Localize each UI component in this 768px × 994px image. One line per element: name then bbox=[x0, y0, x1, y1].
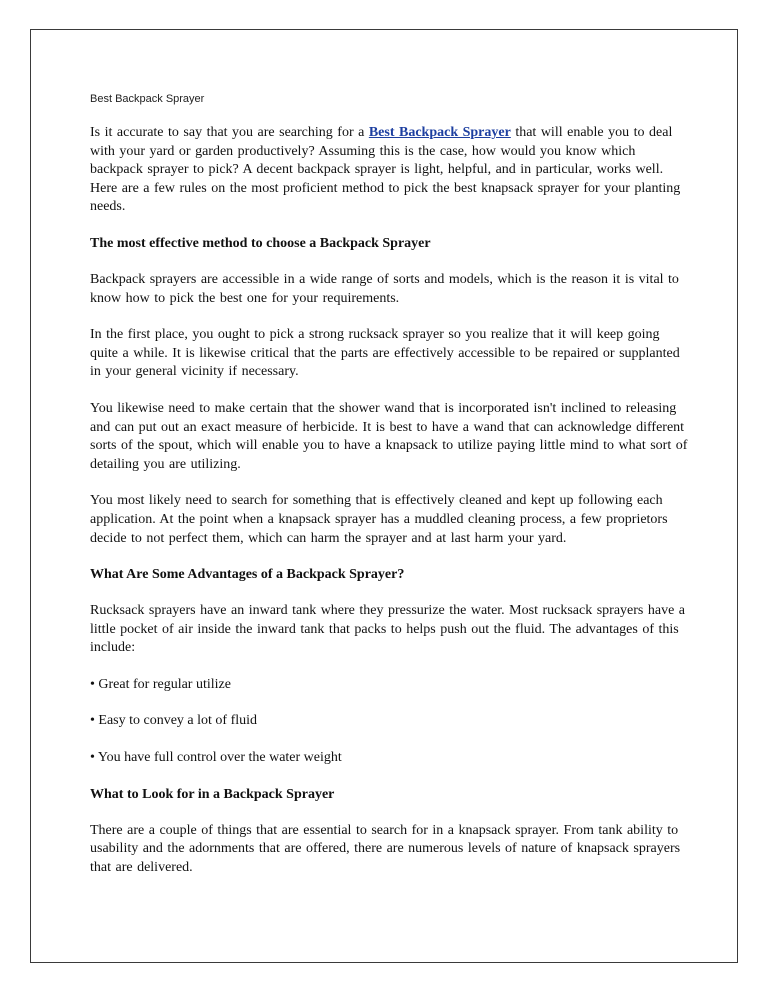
intro-text-before: Is it accurate to say that you are searching for a bbox=[90, 125, 369, 140]
section1-paragraph-4: You most likely need to search for something that is effectively cleaned and kept up following each application. At the point when a knapsack sprayer has a muddled cleaning process, a few proprietors decide to not perfect them, which can harm the sprayer and at last harm your yard. bbox=[90, 493, 668, 546]
bullet-item-3: • You have full control over the water weight bbox=[90, 750, 342, 766]
best-backpack-sprayer-link[interactable]: Best Backpack Sprayer bbox=[368, 125, 511, 140]
section1-paragraph-1: Backpack sprayers are accessible in a wide range of sorts and models, which is the reason it is vital to know how to pick the best one for your requirements. bbox=[90, 271, 679, 306]
section3-heading: What to Look for in a Backpack Sprayer bbox=[90, 786, 335, 802]
section1-heading: The most effective method to choose a Backpack Sprayer bbox=[90, 235, 431, 251]
bullet-item-1: • Great for regular utilize bbox=[90, 676, 231, 692]
section2-heading: What Are Some Advantages of a Backpack Sprayer? bbox=[90, 567, 405, 583]
document-body bbox=[90, 92, 690, 895]
bullet-item-2: • Easy to convey a lot of fluid bbox=[90, 713, 258, 729]
document-title: Best Backpack Sprayer bbox=[90, 93, 205, 105]
section2-paragraph: Rucksack sprayers have an inward tank where they pressurize the water. Most rucksack sprayers have a little pocket of air inside the inward tank that packs to helps push out the fluid. The advantages of this include: bbox=[90, 603, 686, 656]
section3-paragraph: There are a couple of things that are essential to search for in a knapsack sprayer. From tank ability to usability and the adornments that are offered, there are numerous levels of nature of knapsack sprayers that are delivered. bbox=[90, 822, 681, 875]
section1-paragraph-2: In the first place, you ought to pick a strong rucksack sprayer so you realize that it will keep going quite a while. It is likewise critical that the parts are effectively accessible to be repaired or supplanted in your general vicinity if necessary. bbox=[90, 327, 680, 380]
intro-text-after: that will enable you to deal with your yard or garden productively? Assuming this is the case, how would you know which backpack sprayer to pick? A decent backpack sprayer is light, helpful, and in particular, works well. Here are a few rules on the most proficient method to pick the best knapsack sprayer for your planting needs. bbox=[90, 125, 681, 215]
intro-paragraph bbox=[90, 124, 690, 217]
section1-paragraph-3: You likewise need to make certain that the shower wand that is incorporated isn't inclined to releasing and can put out an exact measure of herbicide. It is best to have a wand that can acknowledge different sorts of the spout, which will enable you to have a knapsack to utilize paying little mind to what sort of detailing you are utilizing. bbox=[90, 400, 688, 472]
